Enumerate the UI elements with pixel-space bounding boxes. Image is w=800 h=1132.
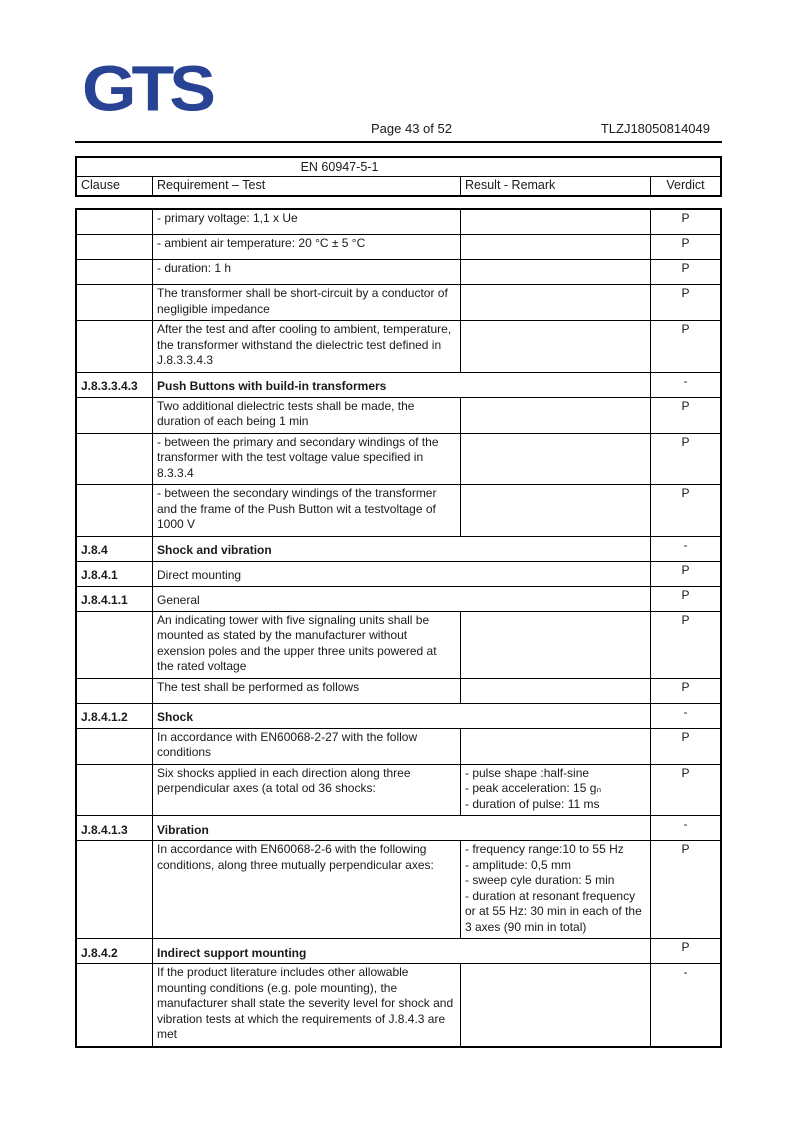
row-requirement: - ambient air temperature: 20 °C ± 5 °C <box>153 235 461 259</box>
row-verdict: P <box>681 562 690 577</box>
page-number: Page 43 of 52 <box>371 121 452 136</box>
row-verdict: - <box>683 817 688 831</box>
table-row <box>77 537 720 562</box>
row-requirement: After the test and after cooling to ambient, temperature, the transformer withstand the dielectric test defined in J.8.3.3.4.3 <box>153 321 461 372</box>
row-verdict: P <box>681 211 690 225</box>
table-row <box>77 235 720 260</box>
table-row <box>77 434 720 486</box>
row-verdict: P <box>681 940 690 954</box>
header-rule <box>75 141 722 143</box>
table-row <box>77 612 720 679</box>
table-row <box>77 398 720 434</box>
column-header-row <box>77 177 720 195</box>
row-result <box>461 434 651 485</box>
row-verdict: - <box>683 373 688 388</box>
row-verdict: P <box>681 765 690 780</box>
table-row <box>77 285 720 321</box>
row-clause <box>77 964 153 1046</box>
result-line: - pulse shape :half-sine <box>465 765 590 780</box>
col-header-requirement: Requirement – Test <box>153 177 461 195</box>
row-requirement: The test shall be performed as follows <box>153 679 461 703</box>
standard-name: EN 60947-5-1 <box>77 158 720 177</box>
row-result <box>461 210 651 234</box>
row-requirement: Six shocks applied in each direction along three perpendicular axes (a total od 36 shocks: <box>153 765 461 816</box>
row-requirement: - primary voltage: 1,1 x Ue <box>153 210 461 234</box>
row-clause <box>77 729 153 764</box>
row-result <box>461 841 651 938</box>
row-clause: J.8.3.3.4.3 <box>77 373 153 397</box>
table-row <box>77 765 720 817</box>
row-verdict: - <box>683 537 688 552</box>
row-clause <box>77 434 153 485</box>
report-number: TLZJ18050814049 <box>600 121 710 136</box>
row-clause <box>77 485 153 536</box>
row-result <box>461 765 651 816</box>
row-requirement: Vibration <box>153 816 651 840</box>
row-verdict: P <box>681 261 690 275</box>
row-requirement: - between the primary and secondary windings of the transformer with the test voltage value specified in 8.3.3.4 <box>153 434 461 485</box>
row-clause <box>77 765 153 816</box>
table-row <box>77 679 720 704</box>
result-line: - duration of pulse: 11 ms <box>465 796 600 811</box>
row-verdict: P <box>681 322 690 336</box>
table-row <box>77 841 720 939</box>
gts-logo: GTS <box>82 52 211 125</box>
table-row <box>77 704 720 729</box>
row-requirement: An indicating tower with five signaling units shall be mounted as stated by the manufacturer without exension poles and the upper three units powered at the rated voltage <box>153 612 461 678</box>
row-clause <box>77 679 153 703</box>
table-row <box>77 260 720 285</box>
table-row <box>77 562 720 587</box>
standard-header-table <box>75 156 722 197</box>
row-clause: J.8.4 <box>77 537 153 561</box>
result-line: - frequency range:10 to 55 Hz <box>465 842 624 856</box>
table-row <box>77 485 720 537</box>
row-clause: J.8.4.1 <box>77 562 153 586</box>
row-requirement: If the product literature includes other allowable mounting conditions (e.g. pole mounting), the manufacturer shall state the severity level for shock and vibration tests at which the requirements of J.8.4.3 are met <box>153 964 461 1046</box>
row-verdict: P <box>681 587 690 602</box>
row-result <box>461 729 651 764</box>
row-clause: J.8.4.1.3 <box>77 816 153 840</box>
row-verdict: P <box>681 612 690 627</box>
row-result <box>461 321 651 372</box>
page-header <box>75 121 722 139</box>
row-clause <box>77 235 153 259</box>
row-clause <box>77 321 153 372</box>
table-row <box>77 964 720 1046</box>
result-line: - peak acceleration: 15 gₙ <box>465 781 602 795</box>
row-requirement: Two additional dielectric tests shall be made, the duration of each being 1 min <box>153 398 461 433</box>
row-clause <box>77 841 153 938</box>
row-clause: J.8.4.1.2 <box>77 704 153 728</box>
row-clause <box>77 210 153 234</box>
row-requirement: Direct mounting <box>153 562 651 586</box>
row-requirement: - between the secondary windings of the transformer and the frame of the Push Button wit a testvoltage of 1000 V <box>153 485 461 536</box>
row-result <box>461 485 651 536</box>
row-verdict: - <box>683 965 688 979</box>
row-clause <box>77 260 153 284</box>
requirements-table <box>75 208 722 1048</box>
result-line: - sweep cyle duration: 5 min <box>465 873 615 887</box>
table-row <box>77 939 720 964</box>
row-clause <box>77 612 153 678</box>
row-requirement: Push Buttons with build-in transformers <box>153 373 651 397</box>
row-clause: J.8.4.1.1 <box>77 587 153 611</box>
row-verdict: - <box>683 704 688 719</box>
row-result <box>461 679 651 703</box>
col-header-result: Result - Remark <box>461 177 651 195</box>
col-header-verdict: Verdict <box>666 178 705 192</box>
table-row <box>77 729 720 765</box>
row-result <box>461 964 651 1046</box>
row-verdict: P <box>681 842 690 856</box>
row-verdict: P <box>681 286 690 300</box>
col-header-clause: Clause <box>77 177 153 195</box>
row-verdict: P <box>681 434 690 449</box>
table-row <box>77 373 720 398</box>
row-verdict: P <box>681 679 690 694</box>
row-verdict: P <box>681 729 690 744</box>
row-result <box>461 260 651 284</box>
result-line: - amplitude: 0,5 mm <box>465 857 572 872</box>
result-line: - duration at resonant frequency or at 55 Hz: 30 min in each of the 3 axes (90 min in total) <box>465 888 642 934</box>
table-row <box>77 816 720 841</box>
row-requirement: - duration: 1 h <box>153 260 461 284</box>
row-result <box>461 398 651 433</box>
row-result <box>461 612 651 678</box>
row-requirement: Indirect support mounting <box>153 939 651 963</box>
row-requirement: Shock <box>153 704 651 728</box>
row-verdict: P <box>681 486 690 500</box>
row-requirement: In accordance with EN60068-2-27 with the follow conditions <box>153 729 461 764</box>
row-clause <box>77 398 153 433</box>
table-row <box>77 321 720 373</box>
row-result <box>461 285 651 320</box>
row-verdict: P <box>681 398 690 413</box>
row-verdict: P <box>681 236 690 250</box>
row-requirement: Shock and vibration <box>153 537 651 561</box>
table-row <box>77 587 720 612</box>
row-clause: J.8.4.2 <box>77 939 153 963</box>
table-row <box>77 210 720 235</box>
row-clause <box>77 285 153 320</box>
row-requirement: General <box>153 587 651 611</box>
row-result <box>461 235 651 259</box>
row-requirement: The transformer shall be short-circuit by a conductor of negligible impedance <box>153 285 461 320</box>
row-requirement: In accordance with EN60068-2-6 with the following conditions, along three mutually perpendicular axes: <box>153 841 461 938</box>
